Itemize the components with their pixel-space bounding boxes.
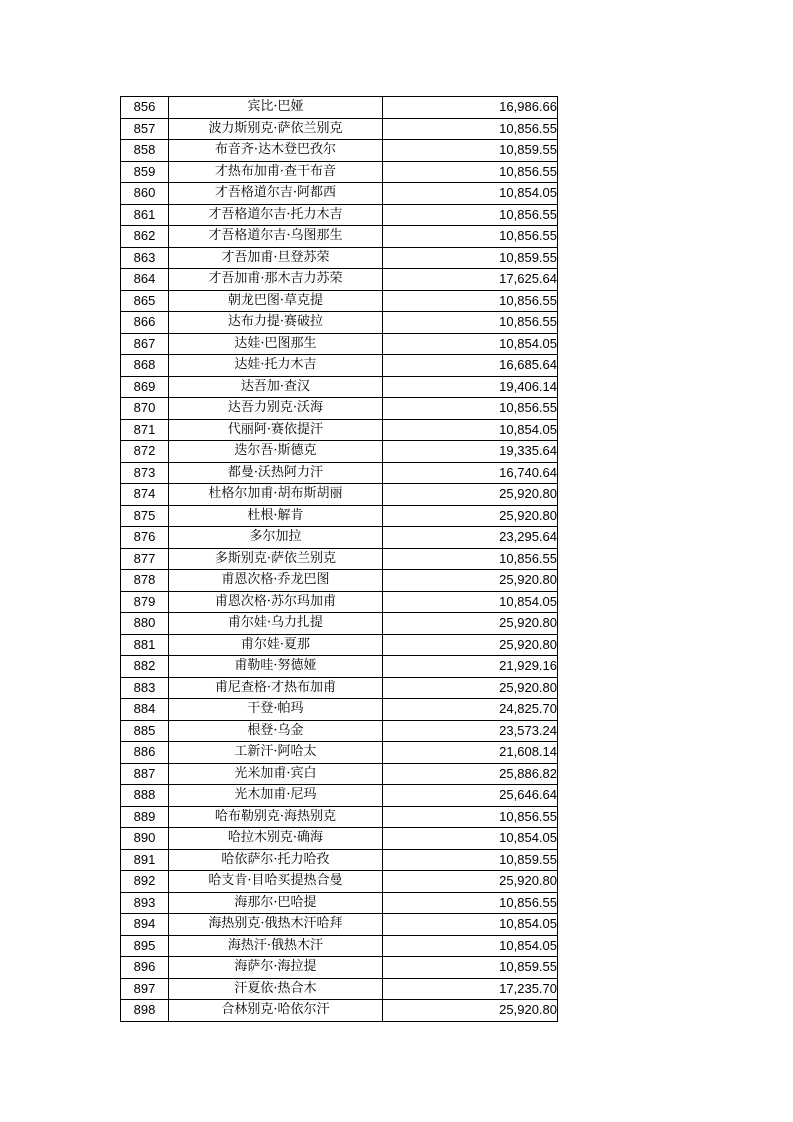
name-cell: 哈支肯·目哈买提热合曼 [169, 871, 383, 893]
row-number-cell: 881 [121, 634, 169, 656]
name-cell: 合林别克·哈依尔汗 [169, 1000, 383, 1022]
amount-cell: 10,856.55 [383, 312, 558, 334]
row-number-cell: 856 [121, 97, 169, 119]
table-row [121, 570, 558, 592]
name-cell: 才吾格道尔吉·乌图那生 [169, 226, 383, 248]
name-cell: 才吾加甫·那木吉力苏荣 [169, 269, 383, 291]
table-row [121, 462, 558, 484]
row-number-cell: 862 [121, 226, 169, 248]
row-number-cell: 874 [121, 484, 169, 506]
table-row [121, 183, 558, 205]
amount-cell: 10,856.55 [383, 892, 558, 914]
amount-cell: 10,854.05 [383, 914, 558, 936]
table-row [121, 935, 558, 957]
name-cell: 甫恩次格·乔龙巴图 [169, 570, 383, 592]
amount-cell: 25,886.82 [383, 763, 558, 785]
amount-cell: 21,608.14 [383, 742, 558, 764]
table-row [121, 355, 558, 377]
table-row [121, 548, 558, 570]
table-row [121, 505, 558, 527]
table-row [121, 1000, 558, 1022]
table-row [121, 419, 558, 441]
row-number-cell: 867 [121, 333, 169, 355]
amount-cell: 25,920.80 [383, 677, 558, 699]
amount-cell: 25,646.64 [383, 785, 558, 807]
name-cell: 达娃·巴图那生 [169, 333, 383, 355]
table-row [121, 376, 558, 398]
amount-cell: 23,573.24 [383, 720, 558, 742]
amount-cell: 10,859.55 [383, 247, 558, 269]
amount-cell: 25,920.80 [383, 1000, 558, 1022]
table-row [121, 226, 558, 248]
table-body [121, 97, 558, 1022]
amount-cell: 10,856.55 [383, 806, 558, 828]
amount-cell: 10,854.05 [383, 828, 558, 850]
name-cell: 达布力提·赛破拉 [169, 312, 383, 334]
amount-cell: 21,929.16 [383, 656, 558, 678]
table-row [121, 656, 558, 678]
amount-cell: 10,854.05 [383, 333, 558, 355]
name-cell: 才热布加甫·查干布音 [169, 161, 383, 183]
name-cell: 工新汗·阿哈太 [169, 742, 383, 764]
name-cell: 海热别克·俄热木汗哈拜 [169, 914, 383, 936]
row-number-cell: 859 [121, 161, 169, 183]
table-row [121, 742, 558, 764]
row-number-cell: 885 [121, 720, 169, 742]
amount-cell: 23,295.64 [383, 527, 558, 549]
name-cell: 多尔加拉 [169, 527, 383, 549]
amount-cell: 24,825.70 [383, 699, 558, 721]
table-row [121, 763, 558, 785]
row-number-cell: 886 [121, 742, 169, 764]
row-number-cell: 879 [121, 591, 169, 613]
amount-cell: 10,856.55 [383, 548, 558, 570]
table-row [121, 613, 558, 635]
amount-cell: 10,854.05 [383, 935, 558, 957]
amount-cell: 19,335.64 [383, 441, 558, 463]
row-number-cell: 871 [121, 419, 169, 441]
name-cell: 哈布勒别克·海热别克 [169, 806, 383, 828]
name-cell: 宾比·巴娅 [169, 97, 383, 119]
amount-cell: 10,859.55 [383, 849, 558, 871]
name-cell: 哈依萨尔·托力哈孜 [169, 849, 383, 871]
table-row [121, 312, 558, 334]
row-number-cell: 866 [121, 312, 169, 334]
row-number-cell: 880 [121, 613, 169, 635]
amount-cell: 10,856.55 [383, 161, 558, 183]
table-row [121, 333, 558, 355]
amount-cell: 17,625.64 [383, 269, 558, 291]
amount-cell: 25,920.80 [383, 484, 558, 506]
row-number-cell: 876 [121, 527, 169, 549]
name-cell: 迭尔吾·斯德克 [169, 441, 383, 463]
table-row [121, 290, 558, 312]
table-row [121, 914, 558, 936]
table-row [121, 849, 558, 871]
name-cell: 杜格尔加甫·胡布斯胡丽 [169, 484, 383, 506]
amount-cell: 16,685.64 [383, 355, 558, 377]
row-number-cell: 868 [121, 355, 169, 377]
table-row [121, 269, 558, 291]
row-number-cell: 889 [121, 806, 169, 828]
table-row [121, 871, 558, 893]
name-cell: 才吾格道尔吉·托力木吉 [169, 204, 383, 226]
amount-cell: 10,854.05 [383, 183, 558, 205]
amount-cell: 25,920.80 [383, 634, 558, 656]
amount-cell: 10,859.55 [383, 140, 558, 162]
row-number-cell: 860 [121, 183, 169, 205]
name-cell: 海热汗·俄热木汗 [169, 935, 383, 957]
table-row [121, 398, 558, 420]
name-cell: 达娃·托力木吉 [169, 355, 383, 377]
payment-table [120, 96, 558, 1022]
table-row [121, 699, 558, 721]
row-number-cell: 865 [121, 290, 169, 312]
row-number-cell: 883 [121, 677, 169, 699]
table-row [121, 118, 558, 140]
name-cell: 才吾加甫·旦登苏荣 [169, 247, 383, 269]
amount-cell: 10,856.55 [383, 204, 558, 226]
amount-cell: 25,920.80 [383, 505, 558, 527]
table-row [121, 161, 558, 183]
table-row [121, 785, 558, 807]
amount-cell: 16,986.66 [383, 97, 558, 119]
name-cell: 哈拉木别克·确海 [169, 828, 383, 850]
row-number-cell: 897 [121, 978, 169, 1000]
row-number-cell: 887 [121, 763, 169, 785]
table-row [121, 720, 558, 742]
row-number-cell: 869 [121, 376, 169, 398]
row-number-cell: 896 [121, 957, 169, 979]
amount-cell: 25,920.80 [383, 570, 558, 592]
name-cell: 布音齐·达木登巴孜尔 [169, 140, 383, 162]
table-row [121, 828, 558, 850]
name-cell: 光木加甫·尼玛 [169, 785, 383, 807]
table-row [121, 957, 558, 979]
table-row [121, 97, 558, 119]
name-cell: 多斯别克·萨依兰别克 [169, 548, 383, 570]
name-cell: 代丽阿·赛依提汗 [169, 419, 383, 441]
name-cell: 达吾加·查汉 [169, 376, 383, 398]
row-number-cell: 895 [121, 935, 169, 957]
amount-cell: 10,856.55 [383, 290, 558, 312]
name-cell: 甫尼查格·才热布加甫 [169, 677, 383, 699]
table-row [121, 140, 558, 162]
table-row [121, 527, 558, 549]
name-cell: 朝龙巴图·草克提 [169, 290, 383, 312]
amount-cell: 25,920.80 [383, 613, 558, 635]
amount-cell: 10,854.05 [383, 419, 558, 441]
row-number-cell: 861 [121, 204, 169, 226]
name-cell: 甫恩次格·苏尔玛加甫 [169, 591, 383, 613]
row-number-cell: 894 [121, 914, 169, 936]
table-row [121, 634, 558, 656]
name-cell: 达吾力别克·沃海 [169, 398, 383, 420]
table-row [121, 978, 558, 1000]
name-cell: 根登·乌金 [169, 720, 383, 742]
row-number-cell: 882 [121, 656, 169, 678]
row-number-cell: 884 [121, 699, 169, 721]
row-number-cell: 877 [121, 548, 169, 570]
name-cell: 波力斯别克·萨依兰别克 [169, 118, 383, 140]
amount-cell: 10,856.55 [383, 398, 558, 420]
table-row [121, 677, 558, 699]
table-row [121, 806, 558, 828]
name-cell: 杜根·解肯 [169, 505, 383, 527]
amount-cell: 19,406.14 [383, 376, 558, 398]
row-number-cell: 888 [121, 785, 169, 807]
name-cell: 甫尔娃·夏那 [169, 634, 383, 656]
row-number-cell: 863 [121, 247, 169, 269]
row-number-cell: 864 [121, 269, 169, 291]
table-row [121, 441, 558, 463]
row-number-cell: 892 [121, 871, 169, 893]
row-number-cell: 872 [121, 441, 169, 463]
table-row [121, 892, 558, 914]
amount-cell: 10,859.55 [383, 957, 558, 979]
table-row [121, 247, 558, 269]
row-number-cell: 870 [121, 398, 169, 420]
table-row [121, 204, 558, 226]
row-number-cell: 858 [121, 140, 169, 162]
row-number-cell: 893 [121, 892, 169, 914]
row-number-cell: 891 [121, 849, 169, 871]
name-cell: 甫勒哇·努德娅 [169, 656, 383, 678]
name-cell: 甫尔娃·乌力扎提 [169, 613, 383, 635]
name-cell: 干登·帕玛 [169, 699, 383, 721]
row-number-cell: 898 [121, 1000, 169, 1022]
table-row [121, 591, 558, 613]
name-cell: 汗夏依·热合木 [169, 978, 383, 1000]
name-cell: 才吾格道尔吉·阿都西 [169, 183, 383, 205]
amount-cell: 10,854.05 [383, 591, 558, 613]
amount-cell: 25,920.80 [383, 871, 558, 893]
row-number-cell: 890 [121, 828, 169, 850]
name-cell: 都曼·沃热阿力汗 [169, 462, 383, 484]
row-number-cell: 875 [121, 505, 169, 527]
row-number-cell: 878 [121, 570, 169, 592]
row-number-cell: 857 [121, 118, 169, 140]
name-cell: 光米加甫·宾白 [169, 763, 383, 785]
amount-cell: 16,740.64 [383, 462, 558, 484]
row-number-cell: 873 [121, 462, 169, 484]
amount-cell: 17,235.70 [383, 978, 558, 1000]
table-row [121, 484, 558, 506]
name-cell: 海那尔·巴哈提 [169, 892, 383, 914]
amount-cell: 10,856.55 [383, 226, 558, 248]
amount-cell: 10,856.55 [383, 118, 558, 140]
name-cell: 海萨尔·海拉提 [169, 957, 383, 979]
